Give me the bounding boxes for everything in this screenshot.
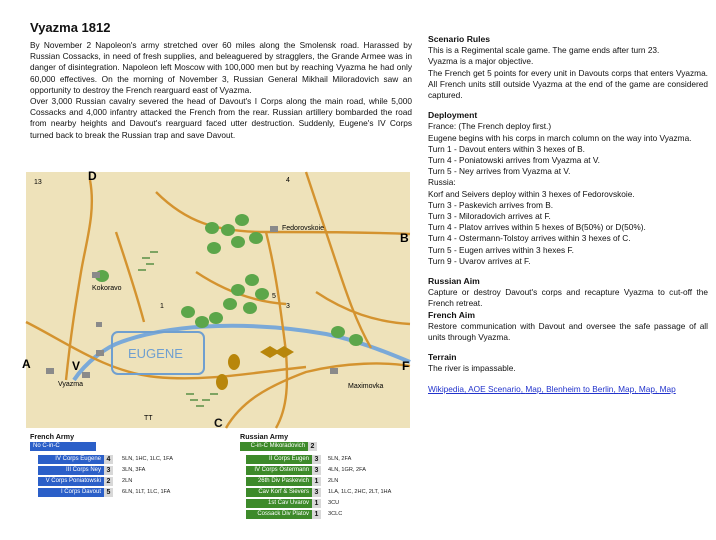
russian-unit-eugen[interactable]: II Corps Eugen [246,455,312,464]
woods [349,334,363,346]
scenario-rules-line: The French get 5 points for every unit in Davouts corps that enters Vyazma. All French units still outside Vyazma at the end of the game are considered captured. [428,67,708,101]
road [116,232,144,322]
map-label-fedorovskoie: Fedorovskoie [282,225,325,232]
map-label-b: B [400,231,409,245]
russian-unit-uvarov-comp: 3CU [328,500,340,506]
link-aoe-scenario[interactable]: AOE Scenario [468,383,521,394]
map-label-f: F [402,359,410,373]
woods [255,288,269,300]
woods [245,274,259,286]
woods [235,214,249,226]
scenario-rules-section [428,34,708,101]
deployment-line: Turn 9 - Uvarov arrives at F. [428,255,531,266]
town-marker [96,322,102,327]
russian-unit-paskevich-value: 1 [312,477,321,486]
woods [223,298,237,310]
french-unit-c-in-c[interactable]: No C-in-C [30,442,96,451]
russian-unit-korf-sievers-comp: 1LA, 1LC, 2HC, 2LT, 1HA [328,489,392,495]
french-unit-poniatowski-comp: 2LN [122,478,133,484]
map-label-4: 4 [286,177,290,184]
map-label-3: 3 [286,303,290,310]
russian-unit-platov-value: 1 [312,510,321,519]
french-unit-poniatowski[interactable]: V Corps Poniatowski [38,477,104,486]
link-map[interactable]: Map [525,383,542,394]
river [74,326,410,380]
scenario-panel [428,34,708,395]
page-title: Vyazma 1812 [30,20,111,35]
woods [209,312,223,324]
woods [249,232,263,244]
russian-unit-ostermann-comp: 4LN, 1GR, 2FA [328,467,366,473]
town-marker [330,368,338,374]
french-unit-davout-value: 5 [104,488,113,497]
map-label-v: V [72,359,81,373]
road [306,172,371,348]
deployment-line: Turn 4 - Ostermann-Tolstoy arrives within 3 hexes of C. [428,233,631,244]
map-label-maximovka: Maximovka [348,383,384,390]
russian-unit-paskevich[interactable]: 26th Div Paskevich [246,477,312,486]
terrain-heading: Terrain [428,352,457,363]
map-label-vyazma: Vyazma [58,381,84,388]
french-unit-davout[interactable]: I Corps Davout [38,488,104,497]
map-label-tt: TT [144,415,153,422]
woods [231,236,245,248]
french-aim-text: Restore communication with Davout and oversee the safe passage of all units through Vyazma. [428,320,708,343]
hill [228,354,240,370]
deployment-line: Eugene begins with his corps in march column on the way into Vyazma. [428,132,692,143]
russian-unit-paskevich-comp: 2LN [328,478,339,484]
terrain-text: The river is impassable. [428,363,516,374]
scenario-rules-line: Vyazma is a major objective. [428,56,534,67]
map-label-13: 13 [34,179,42,186]
map-label-a: A [22,357,31,371]
deployment-line: Turn 3 - Miloradovich arrives at F. [428,211,551,222]
french-unit-ney-comp: 3LN, 3FA [122,467,146,473]
scenario-rules-heading: Scenario Rules [428,34,491,44]
link-map[interactable]: Map [659,383,676,394]
deployment-line: Turn 4 - Poniatowski arrives from Vyazma at V. [428,155,600,166]
town-marker [270,226,278,232]
link-wikipedia[interactable]: Wikipedia [428,383,464,394]
hill [216,374,228,390]
deployment-heading: Deployment [428,110,478,121]
russian-army-title: Russian Army [240,432,289,441]
deployment-line: Turn 1 - Davout enters within 3 hexes of B. [428,143,585,154]
russian-unit-korf-sievers-value: 3 [312,488,321,497]
russian-unit-c-in-c[interactable]: C-in-C Mikoradovich [240,442,308,451]
deployment-section [428,110,708,267]
link-map[interactable]: Map [618,383,635,394]
link-blenheim-to-berlin[interactable]: Blenheim to Berlin [546,383,614,394]
terrain-section [428,352,708,374]
map-label-c: C [214,416,223,430]
hill [274,346,294,358]
map-label-1: 1 [160,303,164,310]
deployment-line: France: (The French deploy first.) [428,121,552,132]
town-marker [46,368,54,374]
deployment-line: Turn 5 - Ney arrives from Vyazma at V. [428,166,571,177]
russian-unit-c-in-c-value: 2 [308,442,317,451]
french-unit-poniatowski-value: 2 [104,477,113,486]
french-aim-heading: French Aim [428,309,475,320]
deployment-line: Turn 4 - Platov arrives within 5 hexes of B(50%) or D(50%). [428,222,646,233]
russian-unit-eugen-value: 3 [312,455,321,464]
map-graphic [22,169,410,428]
road [316,292,410,324]
intro-paragraph: By November 2 Napoleon's army stretched over 60 miles along the Smolensk road. Harassed by Russian Cossacks, in need of fresh supplies, and beleaguered by stragglers, the Grande Armee was in danger of disintegration. Napoleon left Moscow with 100,000 men but by reaching Vyazma he had only 60,000 effectives. On the morning of November 3, Russian General Mikhail Miloradovich saw an opportunity to destroy the French rearguard east of Vyazma. [30,40,412,95]
town-marker [92,272,100,278]
french-unit-ney-value: 3 [104,466,113,475]
town-marker [82,372,90,378]
battle-map [22,169,410,430]
scenario-rules-line: This is a Regimental scale game. The game ends after turn 23. [428,45,660,56]
russian-unit-korf-sievers[interactable]: Cav Korf & Sievers [246,488,312,497]
french-unit-eugene-value: 4 [104,455,113,464]
russian-unit-uvarov[interactable]: 1st Cav Uvarov [246,499,312,508]
russian-aim-text: Capture or destroy Davout's corps and recapture Vyazma to cut-off the French retreat. [428,287,708,309]
link-map[interactable]: Map [638,383,655,394]
map-label-5: 5 [272,293,276,300]
woods [231,284,245,296]
deployment-line: Turn 5 - Eugen arrives within 3 hexes F. [428,244,574,255]
russian-unit-ostermann[interactable]: IV Corps Ostermann [246,466,312,475]
intro-paragraph: Over 3,000 Russian cavalry severed the head of Davout's I Corps along the main road, while 5,000 Cossacks and 4,000 infantry attacked the French from the rear. Russian artillery bombarded the road from nearby heights and Davout's rearguard faced utter destruction. Suddenly, Eugene's IV Corps turned back to break the Russian trap and save Davout. [30,96,412,140]
map-label-kokoravo: Kokoravo [92,285,122,292]
deployment-line: Korf and Seivers deploy within 3 hexes of Fedorovskoie. [428,188,635,199]
woods [221,224,235,236]
intro-text [30,40,412,141]
road [266,232,287,428]
russian-unit-platov-comp: 3CLC [328,511,343,517]
deployment-line: Turn 3 - Paskevich arrives from B. [428,199,554,210]
russian-unit-uvarov-value: 1 [312,499,321,508]
woods [195,316,209,328]
deployment-line: Russia: [428,177,456,188]
woods [207,242,221,254]
french-army-title: French Army [30,432,75,441]
town-marker [96,350,104,356]
aims-section [428,276,708,343]
woods [181,306,195,318]
map-label-d: D [88,169,97,183]
woods [331,326,345,338]
woods [243,302,257,314]
russian-unit-eugen-comp: 5LN, 2FA [328,456,352,462]
map-label-eugene: EUGENE [128,346,183,361]
russian-unit-platov[interactable]: Cossack Div Platov [246,510,312,519]
russian-unit-ostermann-value: 3 [312,466,321,475]
russian-aim-heading: Russian Aim [428,276,480,287]
french-unit-ney[interactable]: III Corps Ney [38,466,104,475]
links-row: Wikipedia, AOE Scenario, Map, Blenheim to Berlin, Map, Map, Map [428,383,676,394]
french-unit-eugene-comp: 5LN, 1HC, 1LC, 1FA [122,456,173,462]
french-unit-eugene[interactable]: IV Corps Eugene [38,455,104,464]
woods [205,222,219,234]
french-unit-davout-comp: 6LN, 1LT, 1LC, 1FA [122,489,171,495]
